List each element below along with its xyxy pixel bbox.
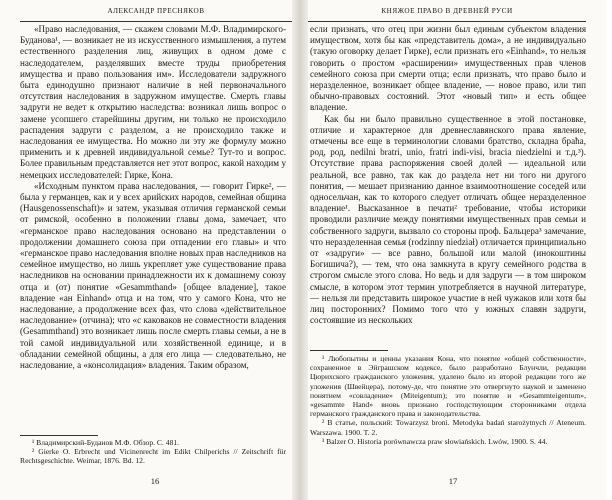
footnote-rule-right [310, 350, 388, 351]
paragraph: если признать, что отец при жизни был единым субъектом владения имуществом, хотя бы как «представитель дома», а не индивидуально (такую оговорку делает Гирке), если признать его «Einhand», то нельзя говорить о простом «расширении» имущественных прав членов семейного союза при смерти отца; если признать, что право было и неразделенное, возникает общее владение, — новое право, или тип обычно-правовых состояний. Этот «новый тип» и есть общее владение. [310, 24, 586, 113]
page-number-left: 16 [150, 476, 160, 486]
left-body-text [20, 24, 286, 371]
book-gutter [292, 0, 308, 500]
left-page [0, 0, 292, 500]
running-head-left: АЛЕКСАНДР ПРЕСНЯКОВ [107, 7, 205, 15]
header-rule-right [308, 21, 586, 22]
running-head-right: КНЯЖОЕ ПРАВО В ДРЕВНЕЙ РУСИ [381, 7, 513, 15]
footnote: ³ Balzer O. Historia porównawcza praw słowiańskich. Lwów, 1900. S. 44. [322, 436, 548, 446]
page-number-right: 17 [448, 476, 458, 486]
right-body-text [310, 24, 586, 326]
right-footnotes [310, 354, 586, 446]
footnote: ¹ Владимирский-Буданов М.Ф. Обзор. С. 481. [32, 438, 180, 447]
paragraph: Как бы ни было правильно существенное в этой постановке, отличие и характерное для древнеславянского права явление, отмечены все еще в терминологии словами братство, складна браћа, род, род, nedilni bratri, unio, fratri indi-visi, bracia niedzielni и т.д.³). Отсутствие права распоряжения своей долей — идеальной или реальной, все равно, так как до раздела нет ни того ни другого понятия, — мешает признанию данное взаимоотношение соседей или односельчан, как то которого следует отличать общее неразделенное владение¹. Высказанное в печати² требование, чтобы историки проводили различие между понятиями имущественных прав семьи и собственного задруги, вызвало со стороны проф. Бальцера³ замечание, что неразделенная семья (rodzinny niedział) отличается принципиально от «задруги» — все равно, большой или малой (инокоштины Богишича?), — тем, что она замкнута в кругу семейного родства в строгом смысле этого слова. Но ведь и для задруги — в том широком смысле, в котором этот термин употребляется в научной литературе, — нельзя ли представить широкое участие в ней чужаков или хотя бы лиц посторонних? Помимо того что у южных славян задруги, состоявшие из нескольких [310, 113, 586, 326]
footnote: ¹ Любопытны и ценны указания Кона, что понятие «общей собственности», сохраненное в Эйграшском кодексе, было разработано Блунчли, редакции Цюрихского гражданского уложения, удалено было из второй редакции того же уложения (Швейцера), потому-де, что понятие это отвергнуто наукой и заменено понятием «совладение» (Miteigentum); это понятие и «Gesammteigentum», «gesammte Hand» вновь признано господствующим сторонниками отдела германского гражданского права и законодательства. [310, 354, 586, 419]
header-rule-left [20, 21, 292, 22]
paragraph: «Право наследования, — скажем словами М.Ф. Владимирского-Буданова¹, — возникает не из искусственного измышления, а путем естественного разделения лиц, живущих в одном доме с наследодателем, разделявших вместе труды приобретения имущества и право пользования им». Исследователи задружного быта единодушно признают наличие в ней первоначального отсутствия наследования в задружном имуществе. Смерть главы задруги не ведет к открытию наследства: возникал лишь вопрос о замене усопшего старейшины другим, ни только не происходило распадения задруги с разделом, а не происходило также и наследования ее имущества. Но можно ли эту же формулу можно применить и к древней индивидуальной семье? Тут-то и вопрос. Более правильным представляется нет этот вопрос, какой находим у немецких исследователей: Гирке, Кона. [20, 24, 286, 180]
left-footnotes [20, 438, 286, 466]
footnote: ² Gierke O. Erbrecht und Vicinenrecht im Edikt Chilperichs // Zeitschrift für Rechtsgeschichte. Weimar, 1876. Bd. 12. [20, 447, 286, 466]
right-page [308, 0, 606, 500]
footnote-rule-left [20, 435, 98, 436]
footnote: ² В статье, польский: Towarzysz broni. Metodyka badań starożytnych // Ateneum. Warszawa. 1900. T. 2. [310, 418, 586, 437]
paragraph: «Исходным пунктом права наследования, — говорит Гирке², — была у германцев, как и у всех арийских народов, семейная община (Hausgenossenschaft)» и затем, указывая отличия германской семьи от римской, особенно в положении главы дома, замечает, что «германское право наследования основано на представлении о продолжении домашнего союза при отпадении его главы» и что «германское право наследования вполне новых прав наследников на семейное имущество, но лишь укрепляет уже существование права наследников на основании принадлежности их к домашнему союзу отца и (от) понятие «Gesammthand» [общее владение], такое владение «ан Einhand» отца и на том, что у самого Кона, что не наследование, а продолжение всех фаз, что слова «действительное наследование» (отчина); что «с каковаков не совместности владения (Gesammthand) это возникает лишь после смерть главы семьи, а не в той самой индивидуальной или хозяйственной единице, и в обладании семейной общины, а для его лица — следовательно, не наследование, а «консолидация» владения. Таким образом, [20, 180, 286, 371]
